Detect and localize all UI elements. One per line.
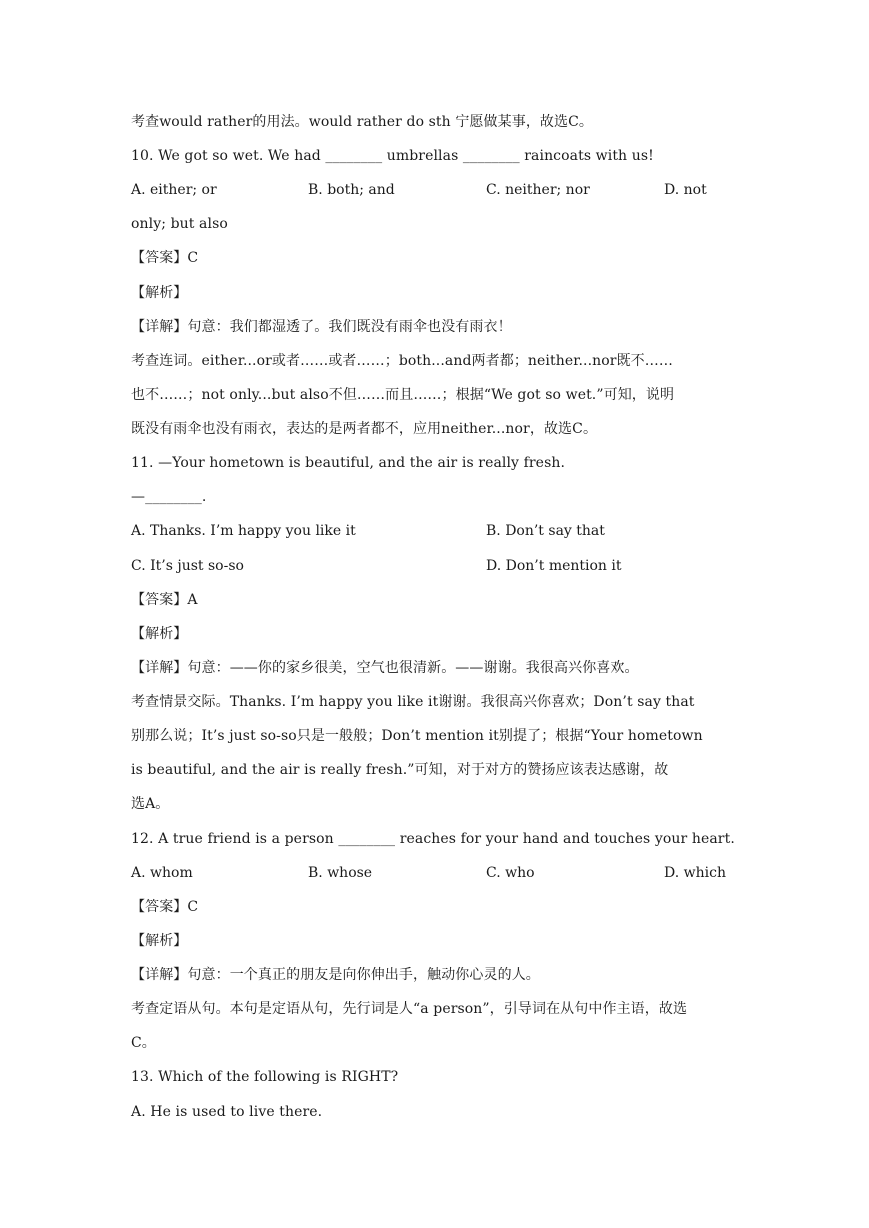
- q10-explanation-1: 考查连词。either...or或者……或者……；both...and两者都；neither...nor既不……: [131, 353, 673, 369]
- q12-detail: 【详解】句意：一个真正的朋友是向你伸出手，触动你心灵的人。: [131, 967, 540, 983]
- q12-option-c: C. who: [486, 865, 535, 881]
- q11-analysis-heading: 【解析】: [131, 626, 188, 642]
- q11-detail: 【详解】句意：——你的家乡很美，空气也很清新。——谢谢。我很高兴你喜欢。: [131, 660, 639, 676]
- q12-explanation-1: 考查定语从句。本句是定语从句，先行词是人“a person”，引导词在从句中作主语，故选: [131, 1001, 688, 1017]
- q11-option-b: B. Don’t say that: [486, 523, 605, 539]
- q10-option-c: C. neither; nor: [486, 182, 590, 198]
- q12-analysis-heading: 【解析】: [131, 933, 188, 949]
- q11-explanation-1: 考查情景交际。Thanks. I’m happy you like it谢谢。我很高兴你喜欢；Don’t say that: [131, 694, 695, 710]
- q11-stem: 11. —Your hometown is beautiful, and the air is really fresh.: [131, 455, 566, 471]
- q10-option-d: D. not: [664, 182, 707, 198]
- q9-explanation-end: 考查would rather的用法。would rather do sth 宁愿做某事，故选C。: [131, 114, 594, 130]
- q11-answer: 【答案】A: [131, 592, 198, 608]
- q10-option-d-continued: only; but also: [131, 216, 228, 232]
- q11-explanation-3: is beautiful, and the air is really fresh.”可知，对于对方的赞扬应该表达感谢，故: [131, 762, 669, 778]
- q10-analysis-heading: 【解析】: [131, 285, 188, 301]
- q10-stem: 10. We got so wet. We had ________ umbrellas ________ raincoats with us!: [131, 148, 654, 164]
- q12-answer: 【答案】C: [131, 899, 199, 915]
- q13-option-a: A. He is used to live there.: [131, 1104, 323, 1120]
- q12-option-a: A. whom: [131, 865, 193, 881]
- q10-option-a: A. either; or: [131, 182, 217, 198]
- q11-option-a: A. Thanks. I’m happy you like it: [131, 523, 356, 539]
- q10-answer: 【答案】C: [131, 250, 199, 266]
- q11-response-blank: —________.: [131, 489, 207, 505]
- q10-option-b: B. both; and: [308, 182, 395, 198]
- q12-option-b: B. whose: [308, 865, 373, 881]
- q13-stem: 13. Which of the following is RIGHT?: [131, 1069, 399, 1085]
- q12-stem: 12. A true friend is a person ________ reaches for your hand and touches your heart.: [131, 831, 735, 847]
- q10-explanation-2: 也不……；not only...but also不但……而且……；根据“We got so wet.”可知，说明: [131, 387, 675, 403]
- q12-explanation-2: C。: [131, 1035, 156, 1051]
- q10-explanation-3: 既没有雨伞也没有雨衣，表达的是两者都不，应用neither...nor，故选C。: [131, 421, 598, 437]
- q11-explanation-2: 别那么说；It’s just so-so只是一般般；Don’t mention it别提了；根据“Your hometown: [131, 728, 703, 744]
- q11-explanation-4: 选A。: [131, 796, 170, 812]
- q11-option-d: D. Don’t mention it: [486, 558, 622, 574]
- q11-option-c: C. It’s just so-so: [131, 558, 244, 574]
- q10-detail: 【详解】句意：我们都湿透了。我们既没有雨伞也没有雨衣！: [131, 319, 512, 335]
- q12-option-d: D. which: [664, 865, 726, 881]
